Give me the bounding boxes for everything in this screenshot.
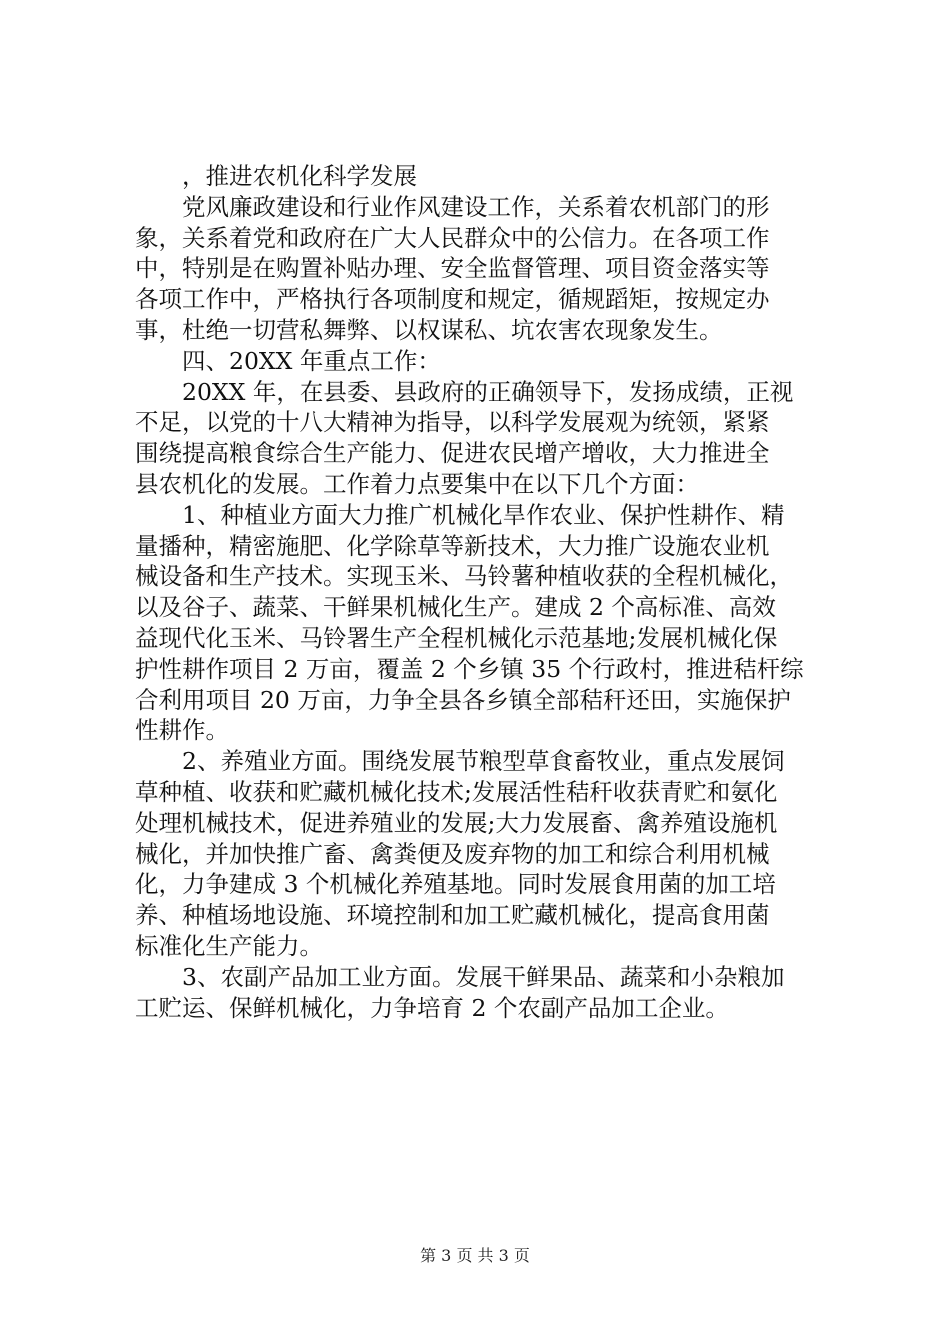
- text-line: 合利用项目 20 万亩，力争全县各乡镇全部秸秆还田，实施保护: [135, 685, 791, 714]
- text-line: 性耕作。: [135, 716, 229, 745]
- text-line: 处理机械技术，促进养殖业的发展;大力发展畜、禽养殖设施机: [135, 808, 778, 837]
- text-line: 草种植、收获和贮藏机械化技术;发展活性秸秆收获青贮和氨化: [135, 777, 778, 806]
- paragraph-start: 1、种植业方面大力推广机械化旱作农业、保护性耕作、精: [182, 500, 785, 529]
- text-line: 以及谷子、蔬菜、干鲜果机械化生产。建成 2 个高标准、高效: [135, 593, 776, 622]
- paragraph-start: 20XX 年，在县委、县政府的正确领导下，发扬成绩，正视: [182, 377, 794, 406]
- text-line: 械化，并加快推广畜、禽粪便及废弃物的加工和综合利用机械: [135, 839, 770, 868]
- text-line: 益现代化玉米、马铃署生产全程机械化示范基地;发展机械化保: [135, 623, 778, 652]
- text-line: 工贮运、保鲜机械化，力争培育 2 个农副产品加工企业。: [135, 993, 729, 1022]
- text-line: 量播种，精密施肥、化学除草等新技术，大力推广设施农业机: [135, 531, 770, 560]
- paragraph-start: 党风廉政建设和行业作风建设工作，关系着农机部门的形: [182, 192, 770, 221]
- text-line: 械设备和生产技术。实现玉米、马铃薯种植收获的全程机械化，: [135, 562, 793, 591]
- text-line: 县农机化的发展。工作着力点要集中在以下几个方面：: [135, 469, 699, 498]
- text-line: 中，特别是在购置补贴办理、安全监督管理、项目资金落实等: [135, 254, 770, 283]
- text-line: 事，杜绝一切营私舞弊、以权谋私、坑农害农现象发生。: [135, 315, 723, 344]
- paragraph-start: 3、农副产品加工业方面。发展干鲜果品、蔬菜和小杂粮加: [182, 962, 785, 991]
- text-line: 标准化生产能力。: [135, 931, 323, 960]
- document-body: [135, 161, 835, 1023]
- text-line: 护性耕作项目 2 万亩，覆盖 2 个乡镇 35 个行政村，推进秸杆综: [135, 654, 804, 683]
- text-line: 围绕提高粮食综合生产能力、促进农民增产增收，大力推进全: [135, 439, 770, 468]
- text-line: 象，关系着党和政府在广大人民群众中的公信力。在各项工作: [135, 223, 770, 252]
- text-line: 化，力争建成 3 个机械化养殖基地。同时发展食用菌的加工培: [135, 870, 776, 899]
- section-heading: 四、20XX 年重点工作：: [182, 346, 441, 375]
- paragraph-start: 2、养殖业方面。围绕发展节粮型草食畜牧业，重点发展饲: [182, 747, 785, 776]
- text-line: 养、种植场地设施、环境控制和加工贮藏机械化，提高食用菌: [135, 901, 770, 930]
- page-footer: 第 3 页 共 3 页: [420, 1246, 530, 1265]
- text-line: 各项工作中，严格执行各项制度和规定，循规蹈矩，按规定办: [135, 285, 770, 314]
- text-line: ，推进农机化科学发展: [182, 162, 417, 190]
- text-line: 不足，以党的十八大精神为指导，以科学发展观为统领，紧紧: [135, 408, 770, 437]
